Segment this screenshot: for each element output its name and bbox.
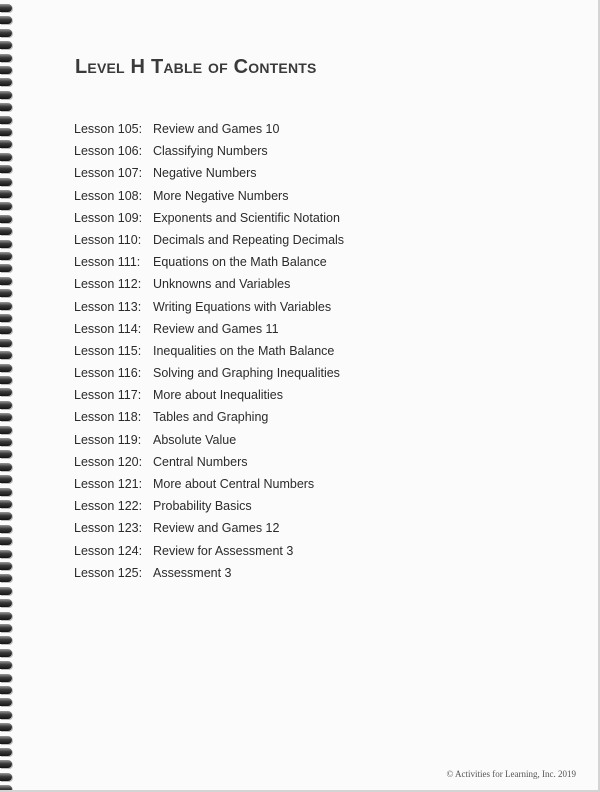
lesson-number: Lesson 110: — [74, 232, 142, 247]
page-title: Level H Table of Contents — [75, 56, 317, 78]
lesson-number: Lesson 109: — [74, 210, 143, 225]
toc-entry — [74, 406, 344, 428]
binding-coil — [0, 16, 12, 24]
binding-coil — [0, 599, 12, 607]
binding-coil — [0, 165, 12, 173]
binding-coil — [0, 612, 12, 620]
lesson-title: Decimals and Repeating Decimals — [153, 232, 345, 247]
lesson-number: Lesson 120: — [74, 454, 143, 469]
binding-coil — [0, 277, 12, 285]
binding-coil — [0, 302, 12, 310]
binding-coil — [0, 463, 12, 471]
toc-entry — [74, 162, 344, 184]
binding-coil — [0, 153, 12, 161]
lesson-number: Lesson 106: — [74, 144, 143, 159]
binding-coil — [0, 649, 12, 657]
toc-entry — [74, 251, 344, 273]
binding-coil — [0, 215, 12, 223]
toc-entry — [74, 429, 344, 451]
toc-entry — [74, 273, 344, 295]
binding-coil — [0, 116, 12, 124]
binding-coil — [0, 550, 12, 558]
binding-coil — [0, 574, 12, 582]
binding-coil — [0, 178, 12, 186]
lesson-number: Lesson 125: — [74, 565, 143, 580]
toc-entry — [74, 140, 344, 162]
lesson-title: Tables and Graphing — [153, 410, 269, 425]
toc-entry — [74, 473, 344, 495]
binding-coil — [0, 140, 12, 148]
binding-coil — [0, 252, 12, 260]
toc-entry — [74, 451, 344, 473]
binding-coil — [0, 314, 12, 322]
binding-coil — [0, 773, 12, 781]
lesson-title: More Negative Numbers — [153, 188, 289, 203]
toc-entry — [74, 495, 344, 517]
binding-coil — [0, 661, 12, 669]
binding-coil — [0, 240, 12, 248]
lesson-title: Unknowns and Variables — [153, 277, 291, 292]
toc-entry — [74, 562, 344, 584]
binding-coil — [0, 413, 12, 421]
binding-coil — [0, 736, 12, 744]
binding-coil — [0, 103, 12, 111]
binding-coil — [0, 376, 12, 384]
binding-coil — [0, 488, 12, 496]
binding-coil — [0, 426, 12, 434]
binding-coil — [0, 512, 12, 520]
toc-entry — [74, 207, 344, 229]
binding-coil — [0, 624, 12, 632]
binding-coil — [0, 500, 12, 508]
lesson-title: Negative Numbers — [153, 166, 257, 181]
lesson-number: Lesson 108: — [74, 188, 143, 203]
binding-coil — [0, 537, 12, 545]
lesson-number: Lesson 122: — [74, 499, 143, 514]
binding-coil — [0, 760, 12, 768]
binding-coil — [0, 401, 12, 409]
lesson-number: Lesson 123: — [74, 521, 143, 536]
lesson-number: Lesson 121: — [74, 477, 143, 491]
binding-coil — [0, 686, 12, 694]
lesson-number: Lesson 113: — [74, 299, 142, 314]
lesson-number: Lesson 114: — [74, 321, 142, 336]
binding-coil — [0, 475, 12, 483]
binding-coil — [0, 227, 12, 235]
lesson-number: Lesson 107: — [74, 166, 143, 181]
lesson-number: Lesson 116: — [74, 366, 142, 381]
toc-entry — [74, 229, 344, 251]
binding-coil — [0, 698, 12, 706]
lesson-title: Inequalities on the Math Balance — [153, 343, 335, 358]
lesson-number: Lesson 117: — [74, 388, 142, 403]
binding-coil — [0, 723, 12, 731]
binding-coil — [0, 388, 12, 396]
binding-coil — [0, 78, 12, 86]
lesson-title: Review and Games 10 — [153, 122, 280, 136]
toc-entry — [74, 517, 344, 539]
lesson-number: Lesson 111: — [74, 255, 141, 270]
toc-entry — [74, 118, 344, 140]
binding-coil — [0, 190, 12, 198]
binding-coil — [0, 264, 12, 272]
toc-entry — [74, 340, 344, 362]
binding-coil — [0, 748, 12, 756]
binding-coil — [0, 339, 12, 347]
lesson-title: Assessment 3 — [153, 565, 232, 580]
copyright-footer: © Activities for Learning, Inc. 2019 — [446, 769, 576, 779]
lesson-title: Central Numbers — [153, 454, 248, 469]
lesson-number: Lesson 105: — [74, 122, 143, 136]
binding-coil — [0, 41, 12, 49]
binding-coil — [0, 364, 12, 372]
lesson-number: Lesson 115: — [74, 343, 142, 358]
lesson-title: Equations on the Math Balance — [153, 255, 327, 270]
binding-coil — [0, 4, 12, 12]
binding-coil — [0, 66, 12, 74]
binding-coil — [0, 351, 12, 359]
binding-coil — [0, 91, 12, 99]
toc-entry — [74, 540, 344, 562]
lesson-number: Lesson 119: — [74, 432, 142, 447]
binding-coil — [0, 785, 12, 792]
toc-entry — [74, 384, 344, 406]
lesson-title: Review and Games 12 — [153, 521, 280, 536]
lesson-number: Lesson 112: — [74, 277, 142, 292]
binding-coil — [0, 525, 12, 533]
toc-entry — [74, 296, 344, 318]
binding-coil — [0, 636, 12, 644]
lesson-number: Lesson 124: — [74, 543, 143, 558]
binding-coil — [0, 438, 12, 446]
binding-coil — [0, 202, 12, 210]
lesson-title: Probability Basics — [153, 499, 252, 514]
binding-coil — [0, 29, 12, 37]
lesson-title: Review for Assessment 3 — [153, 543, 294, 558]
binding-coil — [0, 54, 12, 62]
spiral-binding — [0, 0, 20, 792]
binding-coil — [0, 674, 12, 682]
lesson-title: Absolute Value — [153, 432, 237, 447]
lesson-title: Exponents and Scientific Notation — [153, 210, 340, 225]
toc-entry — [74, 185, 344, 207]
lesson-number: Lesson 118: — [74, 410, 142, 425]
binding-coil — [0, 289, 12, 297]
lesson-title: More about Inequalities — [153, 388, 283, 403]
table-of-contents-list — [74, 118, 344, 584]
binding-coil — [0, 562, 12, 570]
lesson-title: Classifying Numbers — [153, 144, 268, 159]
lesson-title: More about Central Numbers — [153, 477, 315, 491]
binding-coil — [0, 587, 12, 595]
toc-entry — [74, 362, 344, 384]
binding-coil — [0, 326, 12, 334]
lesson-title: Writing Equations with Variables — [153, 299, 332, 314]
binding-coil — [0, 450, 12, 458]
binding-coil — [0, 128, 12, 136]
binding-coil — [0, 711, 12, 719]
lesson-title: Review and Games 11 — [153, 321, 279, 336]
toc-entry — [74, 318, 344, 340]
lesson-title: Solving and Graphing Inequalities — [153, 366, 340, 381]
